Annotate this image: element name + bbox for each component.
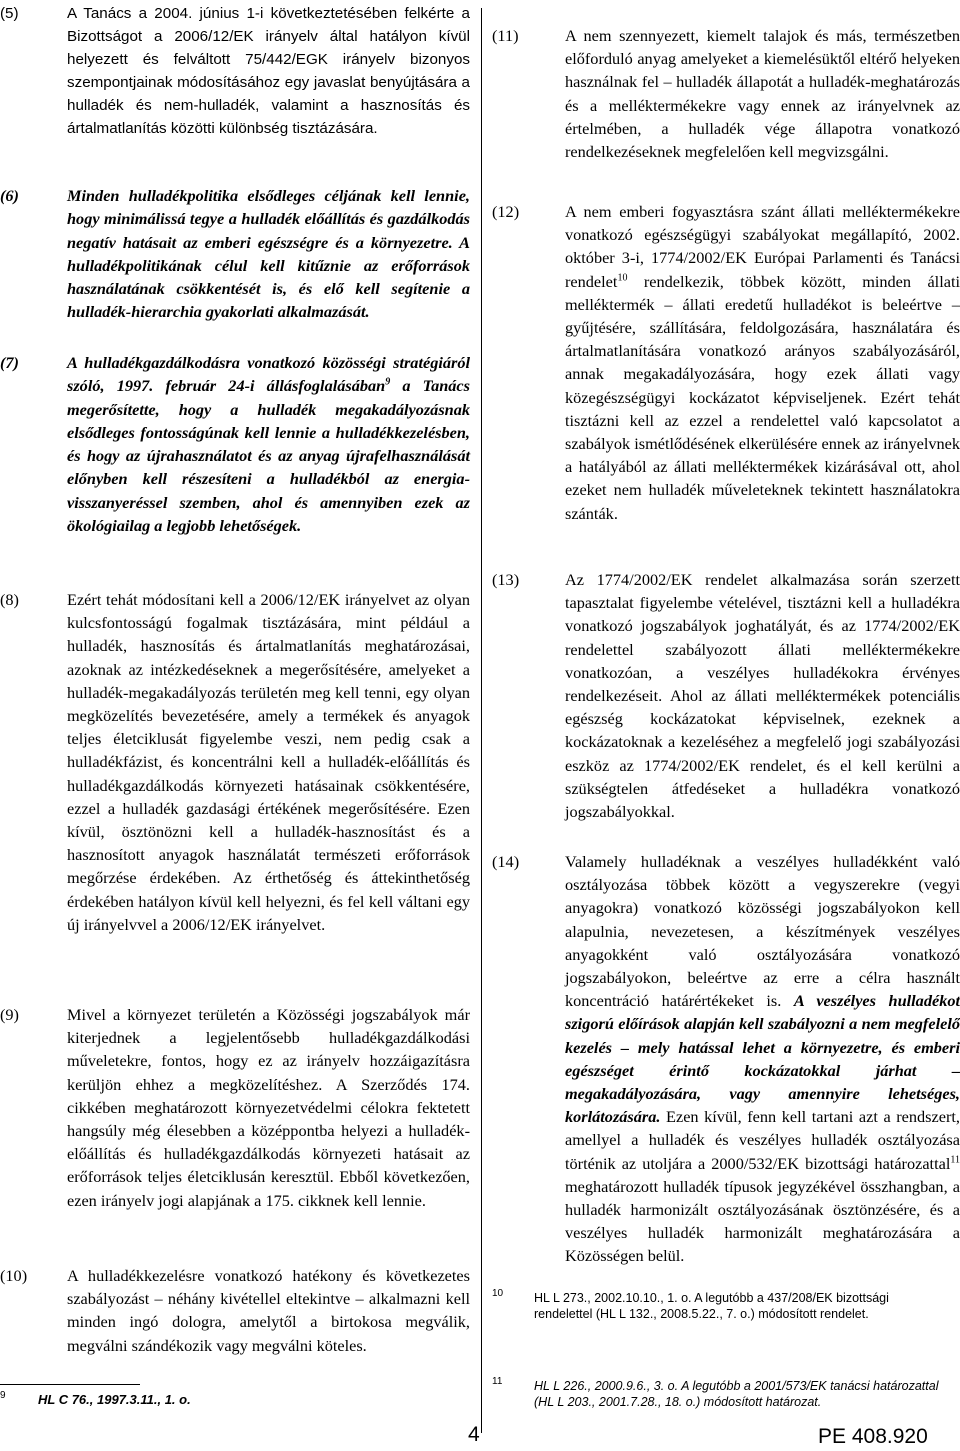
recital-text: Minden hulladékpolitika elsődleges céljának kell lennie, hogy minimálissá tegye a hulladék előállítás és gazdálkodás negatív hatásait az emberi egészségre és a környezetre. A hulladékpolitikának célul kell kitűznie az erőforrások használatának csökkentését is, és elő kell segítenie a hulladék-hierarchia gyakorlati alkalmazását. bbox=[67, 186, 470, 322]
recital-text: Ezért tehát módosítani kell a 2006/12/EK irányelvet az olyan kulcsfontosságú fogalmak tisztázására, mint például a hulladék, hasznosítás és ártalmatlanítás meghatározásai, azoknak az intézkedéseknek a megerősítésére, amelyeket a hulladék-megakadályozás területén meg kell tenni, egy olyan megközelítés bevezetésére, amely a termékek és anyagok teljes életciklusát figyelembe veszi, nem pedig csak a hulladékfázist, és koncentrálni kell a hulladék-előállítás és hulladékgazdálkodás környezeti hatásainak csökkentésére, ezzel a hulladék gazdasági értékének megerősítésére. Ezen kívül, ösztönözni kell a hulladék-hasznosítást és a hasznosított anyagok használatát természeti erőforrások megőrzése érdekében. Az érthetőség és áttekinthetőség érdekében hatályon kívül kell helyezni, és fel kell váltani egy új irányelvvel a 2006/12/EK irányelvet. bbox=[67, 590, 470, 934]
recital-text bbox=[565, 850, 960, 1268]
recital-number: (7) bbox=[0, 353, 19, 372]
recital-5 bbox=[0, 2, 470, 140]
recital-14 bbox=[492, 850, 960, 1268]
recital-text: Az 1774/2002/EK rendelet alkalmazása során szerzett tapasztalat figyelembe vételével, tisztázni kell a hulladékra vonatkozó jogszabályok joghatályát, és az 1774/2002/EK rendelettel szabályozott állati melléktermékekre vonatkozóan, a veszélyes hulladékokra érvényes rendelkezéseit. Ahol az állati melléktermékek potenciális egészség kockázatokat képviselnek, ezeknek a kockázatoknak a kezeléséhez a megfelelő jogi szabályozási eszköz az 1774/2002/EK rendelet, és el kell kerülni a szükségtelen átfedéseket a hulladékra vonatkozó jogszabályokkal. bbox=[565, 570, 960, 822]
recital-number: (5) bbox=[0, 5, 19, 22]
recital-text: A hulladékkezelésre vonatkozó hatékony és következetes szabályozást – néhány kivétellel eltekintve – alkalmazni kell minden ingó dologra, amelytől a birtokosa megválik, megválni szándékozik vagy megválni köteles. bbox=[67, 1266, 470, 1355]
recital-7 bbox=[0, 351, 470, 537]
recital-8 bbox=[0, 588, 470, 936]
footnote-mark: 11 bbox=[492, 1376, 503, 1387]
recital-text: A nem szennyezett, kiemelt talajok és más, természetben előforduló anyag amelyeket a kiemelésüktől eltérő helyeken használnak fel – hulladék állapotát a hulladék-meghatározás és a melléktermékekre vagy ennek az irányelvnek az értelmében, a hulladék vége állapotra vonatkozó rendelkezéseknek megfelelően kell megvizsgálni. bbox=[565, 26, 960, 162]
recital-6 bbox=[0, 184, 470, 324]
column-divider bbox=[481, 8, 482, 1433]
footnote-ref-10[interactable]: 10 bbox=[617, 272, 628, 284]
recital-text-part: a Tanács megerősítette, hogy a hulladék megakadályozásnak elsődleges fontosságúnak kell lennie a hulladékkezelésben, és hogy az újrahasználatot és az anyag újrafelhasználását előnyben kell részesíteni a hulladékból az energia-visszanyeréssel szemben, ahol és amennyiben ezek az ökológiailag a legjobb lehetőségek. bbox=[67, 376, 470, 536]
recital-number: (14) bbox=[492, 852, 520, 871]
footnote-separator bbox=[0, 1384, 140, 1385]
recital-number: (11) bbox=[492, 26, 519, 45]
footnote-ref-11[interactable]: 11 bbox=[950, 1154, 960, 1166]
document-code: PE 408.920 bbox=[818, 1425, 928, 1448]
footnote-10 bbox=[492, 1290, 942, 1322]
recital-10 bbox=[0, 1264, 470, 1357]
recital-number: (10) bbox=[0, 1266, 28, 1285]
page-number: 4 bbox=[468, 1423, 480, 1446]
recital-number: (6) bbox=[0, 186, 19, 205]
recital-text: A Tanács a 2004. június 1-i következtetésében felkérte a Bizottságot a 2006/12/EK irányelv által hatályon kívül helyezett és felváltott 75/442/EGK irányelv bizonyos szempontjainak módosításához egy javaslat benyújtására a hulladék és nem-hulladék, valamint a hasznosítás és ártalmatlanítás közötti különbség tisztázására. bbox=[67, 5, 470, 137]
recital-text bbox=[565, 200, 960, 525]
recital-text bbox=[67, 351, 470, 537]
recital-text-emphasis: A veszélyes hulladékot szigorú előírások alapján kell szabályozni a nem megfelelő kezelés – mely hatással lehet a környezetre, és emberi egészséget érintő kockázatokkal járhat – megakadályozására, vagy amennyire lehetséges, korlátozására. bbox=[565, 991, 960, 1127]
recital-text-part: Valamely hulladéknak a veszélyes hulladékként való osztályozása többek között a vegyszerekre (vegyi anyagokra) vonatkozó közösségi jogszabályokon kell alapulnia, nevezetesen, a készítmények veszélyes anyagokként való osztályozására vonatkozó jogszabályokon, beleértve az erre a célra használt koncentráció határértékeket is. bbox=[565, 852, 960, 1011]
recital-number: (9) bbox=[0, 1005, 19, 1024]
footnote-text: HL L 273., 2002.10.10., 1. o. A legutóbb a 437/208/EK bizottsági rendelettel (HL L 132., 2008.5.22., 7. o.) módosított rendelet. bbox=[534, 1291, 889, 1321]
recital-text-part: rendelkezik, többek között, minden állati melléktermék – állati eredetű hulladékot is beleértve – gyűjtésére, szállítására, feldolgozására, használatára és ártalmatlanítására vonatkozó arányos szabályozásáról, annak megakadályozására, hogy ezek állati vagy közegészségügyi kockázatot képviseljenek. Ezért tehát tisztázni kell az ezzel a rendelettel való kapcsolatot a szabályok ismétlődésének elkerülésére ennek az irányelvnek a hatályából az állati melléktermékek kizárásával ott, ahol ezeket nem hulladék műveleteknek tekintett használatokra szánták. bbox=[565, 271, 960, 523]
recital-text: Mivel a környezet területén a Közösségi jogszabályok már kiterjednek a legjelentősebb hulladékgazdálkodási műveletekre, fontos, hogy ez az irányelv hozzáigazításra kerüljön ehhez a megközelítéshez. A Szerződés 174. cikkében meghatározott környezetvédelmi célokra fektetett hangsúly még élesebben a középpontba helyezi a hulladék-előállítás és hulladékgazdálkodás környezeti hatásait az erőforrások teljes életciklusán keresztül. Ebből következően, ezen irányelv jogi alapjának a 175. cikknek kell lennie. bbox=[67, 1005, 470, 1210]
recital-text-part: Ezen kívül, fenn kell tartani azt a rendszert, amellyel a hulladék és veszélyes hulladék osztályozása történik az utoljára a 2000/532/EK bizottsági határozattal bbox=[565, 1107, 960, 1173]
recital-number: (12) bbox=[492, 202, 520, 221]
footnote-mark: 9 bbox=[0, 1390, 6, 1401]
footnote-text: HL C 76., 1997.3.11., 1. o. bbox=[38, 1392, 191, 1407]
recital-number: (13) bbox=[492, 570, 520, 589]
footnote-9 bbox=[0, 1392, 420, 1408]
recital-text-part: A hulladékgazdálkodásra vonatkozó közösségi stratégiáról szóló, 1997. február 24-i állásfoglalásában bbox=[67, 353, 470, 396]
recital-9 bbox=[0, 1003, 470, 1212]
recital-text-part: meghatározott hulladék típusok jegyzékével összhangban, a hulladék harmonizált osztályozásának ösztönzésére, és a veszélyes hulladék harmonizált meghatározására a Közösségen belül. bbox=[565, 1176, 960, 1266]
recital-number: (8) bbox=[0, 590, 19, 609]
footnote-text: HL L 226., 2000.9.6., 3. o. A legutóbb a 2001/573/EK tanácsi határozattal (HL L 203., 2001.7.28., 18. o.) módosított határozat. bbox=[534, 1379, 939, 1409]
recital-12 bbox=[492, 200, 960, 525]
recital-11 bbox=[492, 24, 960, 163]
recital-13 bbox=[492, 568, 960, 823]
footnote-11 bbox=[492, 1378, 942, 1410]
footnote-mark: 10 bbox=[492, 1288, 504, 1299]
recital-text-part: A nem emberi fogyasztásra szánt állati melléktermékekre vonatkozó egészségügyi szabályokat megállapító, 2002. október 3-i, 1774/2002/EK Európai Parlamenti és Tanácsi rendelet bbox=[565, 202, 960, 291]
footnote-ref-9[interactable]: 9 bbox=[385, 376, 391, 388]
